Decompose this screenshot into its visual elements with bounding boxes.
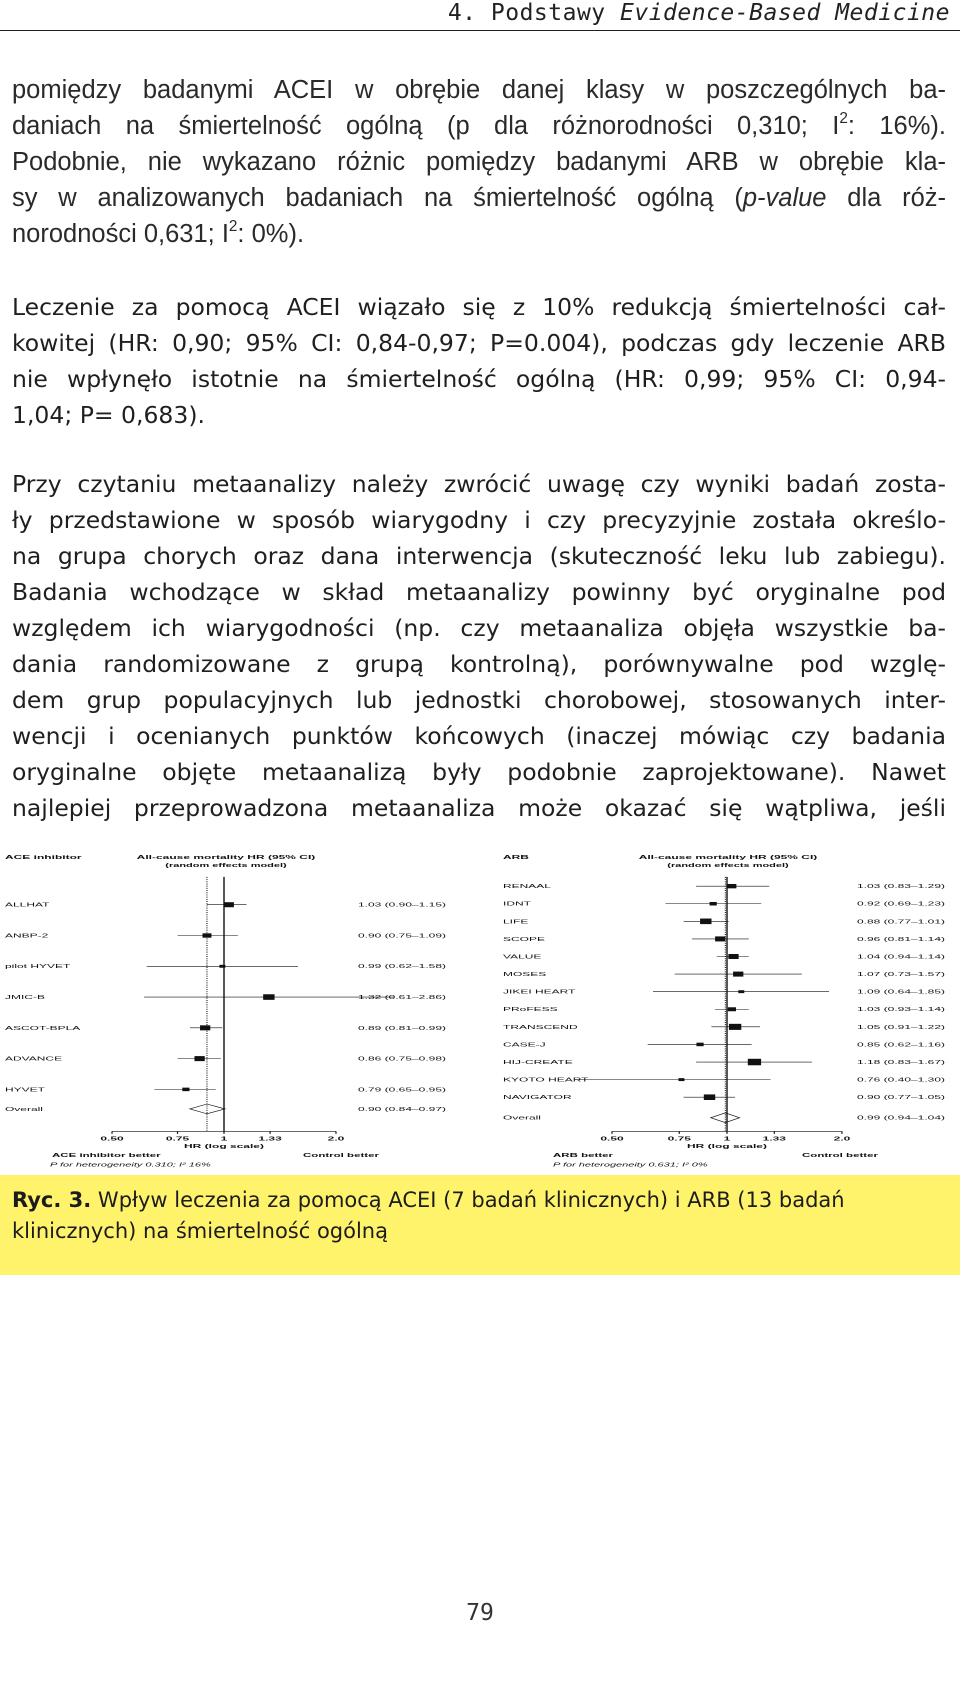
hr-square	[728, 954, 738, 959]
favours-right-note: Control better	[303, 1151, 380, 1159]
text-line: nie wpłynęło istotnie na śmiertelność ogólną (HR: 0,99; 95% CI: 0,94-	[12, 365, 946, 393]
heterogeneity-note: P for heterogeneity 0.310; I² 16%	[49, 1161, 211, 1168]
hr-value-label: 0.86 (0.75–0.98)	[358, 1055, 447, 1063]
hr-value-label: 0.79 (0.65–0.95)	[358, 1086, 447, 1094]
running-header	[0, 0, 960, 31]
hr-value-label: 0.90 (0.77–1.05)	[856, 1094, 946, 1102]
chapter-title	[448, 0, 950, 26]
favours-right-note: Control better	[802, 1151, 879, 1159]
superscript: 2	[228, 217, 238, 235]
study-name: MOSES	[503, 971, 547, 978]
text-line: Leczenie za pomocą ACEI wiązało się z 10% redukcją śmiertelności cał-	[12, 293, 946, 321]
text-span: : 0%).	[237, 220, 305, 248]
chapter-number: 4. Podstawy	[447, 0, 620, 26]
text-span: norodności 0,631; I	[12, 220, 229, 248]
hr-value-label: 1.03 (0.93–1.14)	[856, 1006, 946, 1014]
study-name: ANBP-2	[5, 932, 49, 940]
hr-value-label: 1.04 (0.94–1.14)	[856, 953, 946, 961]
hr-square	[733, 972, 743, 977]
chapter-title-italic: Evidence-Based Medicine	[620, 0, 950, 26]
hr-value-label: 1.03 (0.90–1.15)	[358, 901, 447, 909]
panel-subtitle: (random effects model)	[165, 862, 287, 869]
hr-square	[678, 1078, 684, 1081]
hr-value-label: 1.05 (0.91–1.22)	[856, 1023, 946, 1031]
x-tick-label: 2.0	[327, 1135, 345, 1143]
hr-value-label: 0.89 (0.81–0.99)	[358, 1024, 447, 1032]
study-name: pilot HYVET	[5, 963, 71, 971]
favours-left-note: ARB better	[553, 1151, 614, 1159]
text-line	[12, 108, 946, 144]
overall-label: Overall	[5, 1105, 44, 1113]
study-name: ADVANCE	[5, 1055, 63, 1063]
hr-square	[715, 936, 725, 941]
hr-square	[194, 1056, 204, 1061]
text-span: : 16%).	[847, 112, 946, 140]
hr-square	[224, 902, 234, 907]
study-name: HYVET	[5, 1086, 45, 1094]
superscript: 2	[839, 109, 848, 127]
study-name: ALLHAT	[5, 901, 50, 909]
caption-body: Wpływ leczenia za pomocą ACEI (7 badań klinicznych) i ARB (13 badań klinicznych) na śmiertelność ogólną	[12, 1188, 845, 1243]
overall-label: Overall	[503, 1114, 542, 1122]
x-tick-label: 0.75	[667, 1135, 691, 1143]
hr-square	[219, 965, 225, 968]
text-line: ły przedstawione w sposób wiarygodny i czy precyzyjnie została określo-	[12, 506, 946, 534]
text-line: Przy czytaniu metaanalizy należy zwrócić uwagę czy wyniki badań zosta-	[12, 470, 946, 498]
text-line: Podobnie, nie wykazano różnic pomiędzy badanymi ARB w obrębie kla-	[12, 148, 946, 176]
study-name: CASE-J	[503, 1041, 546, 1049]
panel-subtitle: (random effects model)	[667, 862, 789, 869]
study-name: SCOPE	[503, 935, 545, 943]
figure-caption	[0, 1175, 960, 1275]
study-name: RENAAL	[503, 883, 551, 890]
text-line	[12, 216, 946, 252]
text-line: dania randomizowane z grupą kontrolną), porównywalne pod wzglę-	[12, 650, 946, 678]
paragraph-heterogeneity	[12, 72, 946, 252]
x-tick-label: 2.0	[833, 1135, 851, 1143]
text-line: względem ich wiarygodności (np. czy metaanaliza objęła wszystkie ba-	[12, 614, 946, 642]
hr-square	[738, 990, 744, 993]
paragraph-reading-metaanalysis	[12, 466, 946, 826]
x-tick-label: 1.33	[258, 1135, 282, 1143]
x-tick-label: 0.50	[600, 1135, 624, 1143]
forest-plot-figure	[0, 850, 960, 1170]
hr-value-label: 0.76 (0.40–1.30)	[856, 1076, 946, 1084]
italic-term: p-value	[742, 184, 827, 212]
text-span: sy w analizowanych badaniach na śmiertelność ogólną (	[12, 184, 743, 212]
text-span: dla róż-	[826, 184, 946, 212]
study-name: IDNT	[503, 900, 531, 908]
panel-group-label: ACE inhibitor	[5, 853, 82, 861]
overall-value-label: 0.99 (0.94–1.04)	[856, 1114, 946, 1122]
hr-square	[704, 1094, 715, 1100]
page-number: 79	[466, 1600, 494, 1626]
hr-value-label: 0.88 (0.77–1.01)	[856, 918, 946, 926]
hr-value-label: 1.32 (0.61–2.86)	[358, 994, 447, 1001]
study-name: KYOTO HEART	[503, 1076, 589, 1084]
hr-square	[728, 1007, 736, 1011]
paragraph-results	[12, 289, 946, 433]
hr-square	[710, 902, 717, 906]
study-name: LIFE	[503, 918, 529, 926]
hr-square	[263, 994, 274, 1000]
text-line: najlepiej przeprowadzona metaanaliza może okazać się wątpliwa, jeśli	[12, 794, 946, 822]
study-name: NAVIGATOR	[503, 1094, 572, 1102]
hr-value-label: 0.90 (0.75–1.09)	[358, 932, 447, 940]
text-span: daniach na śmiertelność ogólną (p dla różnorodności 0,310; I	[12, 112, 840, 140]
caption-label: Ryc. 3.	[12, 1188, 92, 1212]
text-line: oryginalne objęte metaanalizą były podobnie zaprojektowane). Nawet	[12, 758, 946, 786]
text-line: na grupa chorych oraz dana interwencja (skuteczność leku lub zabiegu).	[12, 542, 946, 570]
hr-value-label: 1.18 (0.83–1.67)	[856, 1059, 946, 1066]
hr-square	[700, 919, 711, 925]
x-axis-title: HR (log scale)	[184, 1143, 264, 1150]
favours-left-note: ACE inhibitor better	[51, 1151, 161, 1159]
x-tick-label: 0.75	[165, 1135, 190, 1143]
hr-square	[200, 1025, 210, 1030]
forest-plots	[0, 850, 960, 1170]
hr-value-label: 0.85 (0.62–1.16)	[856, 1041, 946, 1049]
study-name: JIKEI HEART	[503, 988, 576, 996]
hr-square	[729, 1024, 741, 1030]
study-name: JMIC-B	[5, 994, 45, 1001]
hr-square	[748, 1059, 761, 1065]
x-axis-title: HR (log scale)	[687, 1143, 767, 1150]
text-line	[12, 180, 946, 216]
text-line: 1,04; P= 0,683).	[12, 401, 205, 429]
study-name: HIJ-CREATE	[503, 1059, 573, 1066]
panel-title: All-cause mortality HR (95% CI)	[638, 853, 818, 861]
hr-value-label: 1.09 (0.64–1.85)	[856, 988, 946, 996]
x-tick-label: 1.33	[762, 1135, 786, 1143]
text-line: dem grup populacyjnych lub jednostki chorobowej, stosowanych inter-	[12, 686, 946, 714]
overall-value-label: 0.90 (0.84–0.97)	[358, 1105, 447, 1113]
text-line: kowitej (HR: 0,90; 95% CI: 0,84-0,97; P=0.004), podczas gdy leczenie ARB	[12, 329, 946, 357]
text-line: pomiędzy badanymi ACEI w obrębie danej klasy w poszczególnych ba-	[12, 76, 946, 104]
study-name: ASCOT-BPLA	[5, 1024, 81, 1032]
x-tick-label: 1	[723, 1135, 731, 1143]
hr-value-label: 1.07 (0.73–1.57)	[856, 971, 946, 978]
study-name: VALUE	[503, 953, 542, 961]
panel-group-label: ARB	[503, 853, 529, 861]
heterogeneity-note: P for heterogeneity 0.631; I² 0%	[553, 1161, 708, 1168]
hr-square	[182, 1088, 189, 1092]
hr-square	[727, 884, 736, 888]
x-tick-label: 0.50	[100, 1135, 124, 1143]
text-line: Badania wchodzące w skład metaanalizy powinny być oryginalne pod	[12, 578, 946, 606]
hr-value-label: 0.99 (0.62–1.58)	[358, 963, 447, 971]
study-name: PRoFESS	[503, 1006, 558, 1014]
x-tick-label: 1	[220, 1135, 228, 1143]
hr-value-label: 0.92 (0.69–1.23)	[856, 900, 946, 908]
text-line: wencji i ocenianych punktów końcowych (inaczej mówiąc czy badania	[12, 722, 946, 750]
hr-value-label: 1.03 (0.83–1.29)	[856, 883, 946, 890]
hr-square	[696, 1043, 703, 1047]
hr-value-label: 0.96 (0.81–1.14)	[856, 935, 946, 943]
panel-title: All-cause mortality HR (95% CI)	[136, 853, 316, 861]
hr-square	[203, 933, 212, 937]
caption-text	[12, 1185, 948, 1247]
study-name: TRANSCEND	[503, 1023, 578, 1031]
